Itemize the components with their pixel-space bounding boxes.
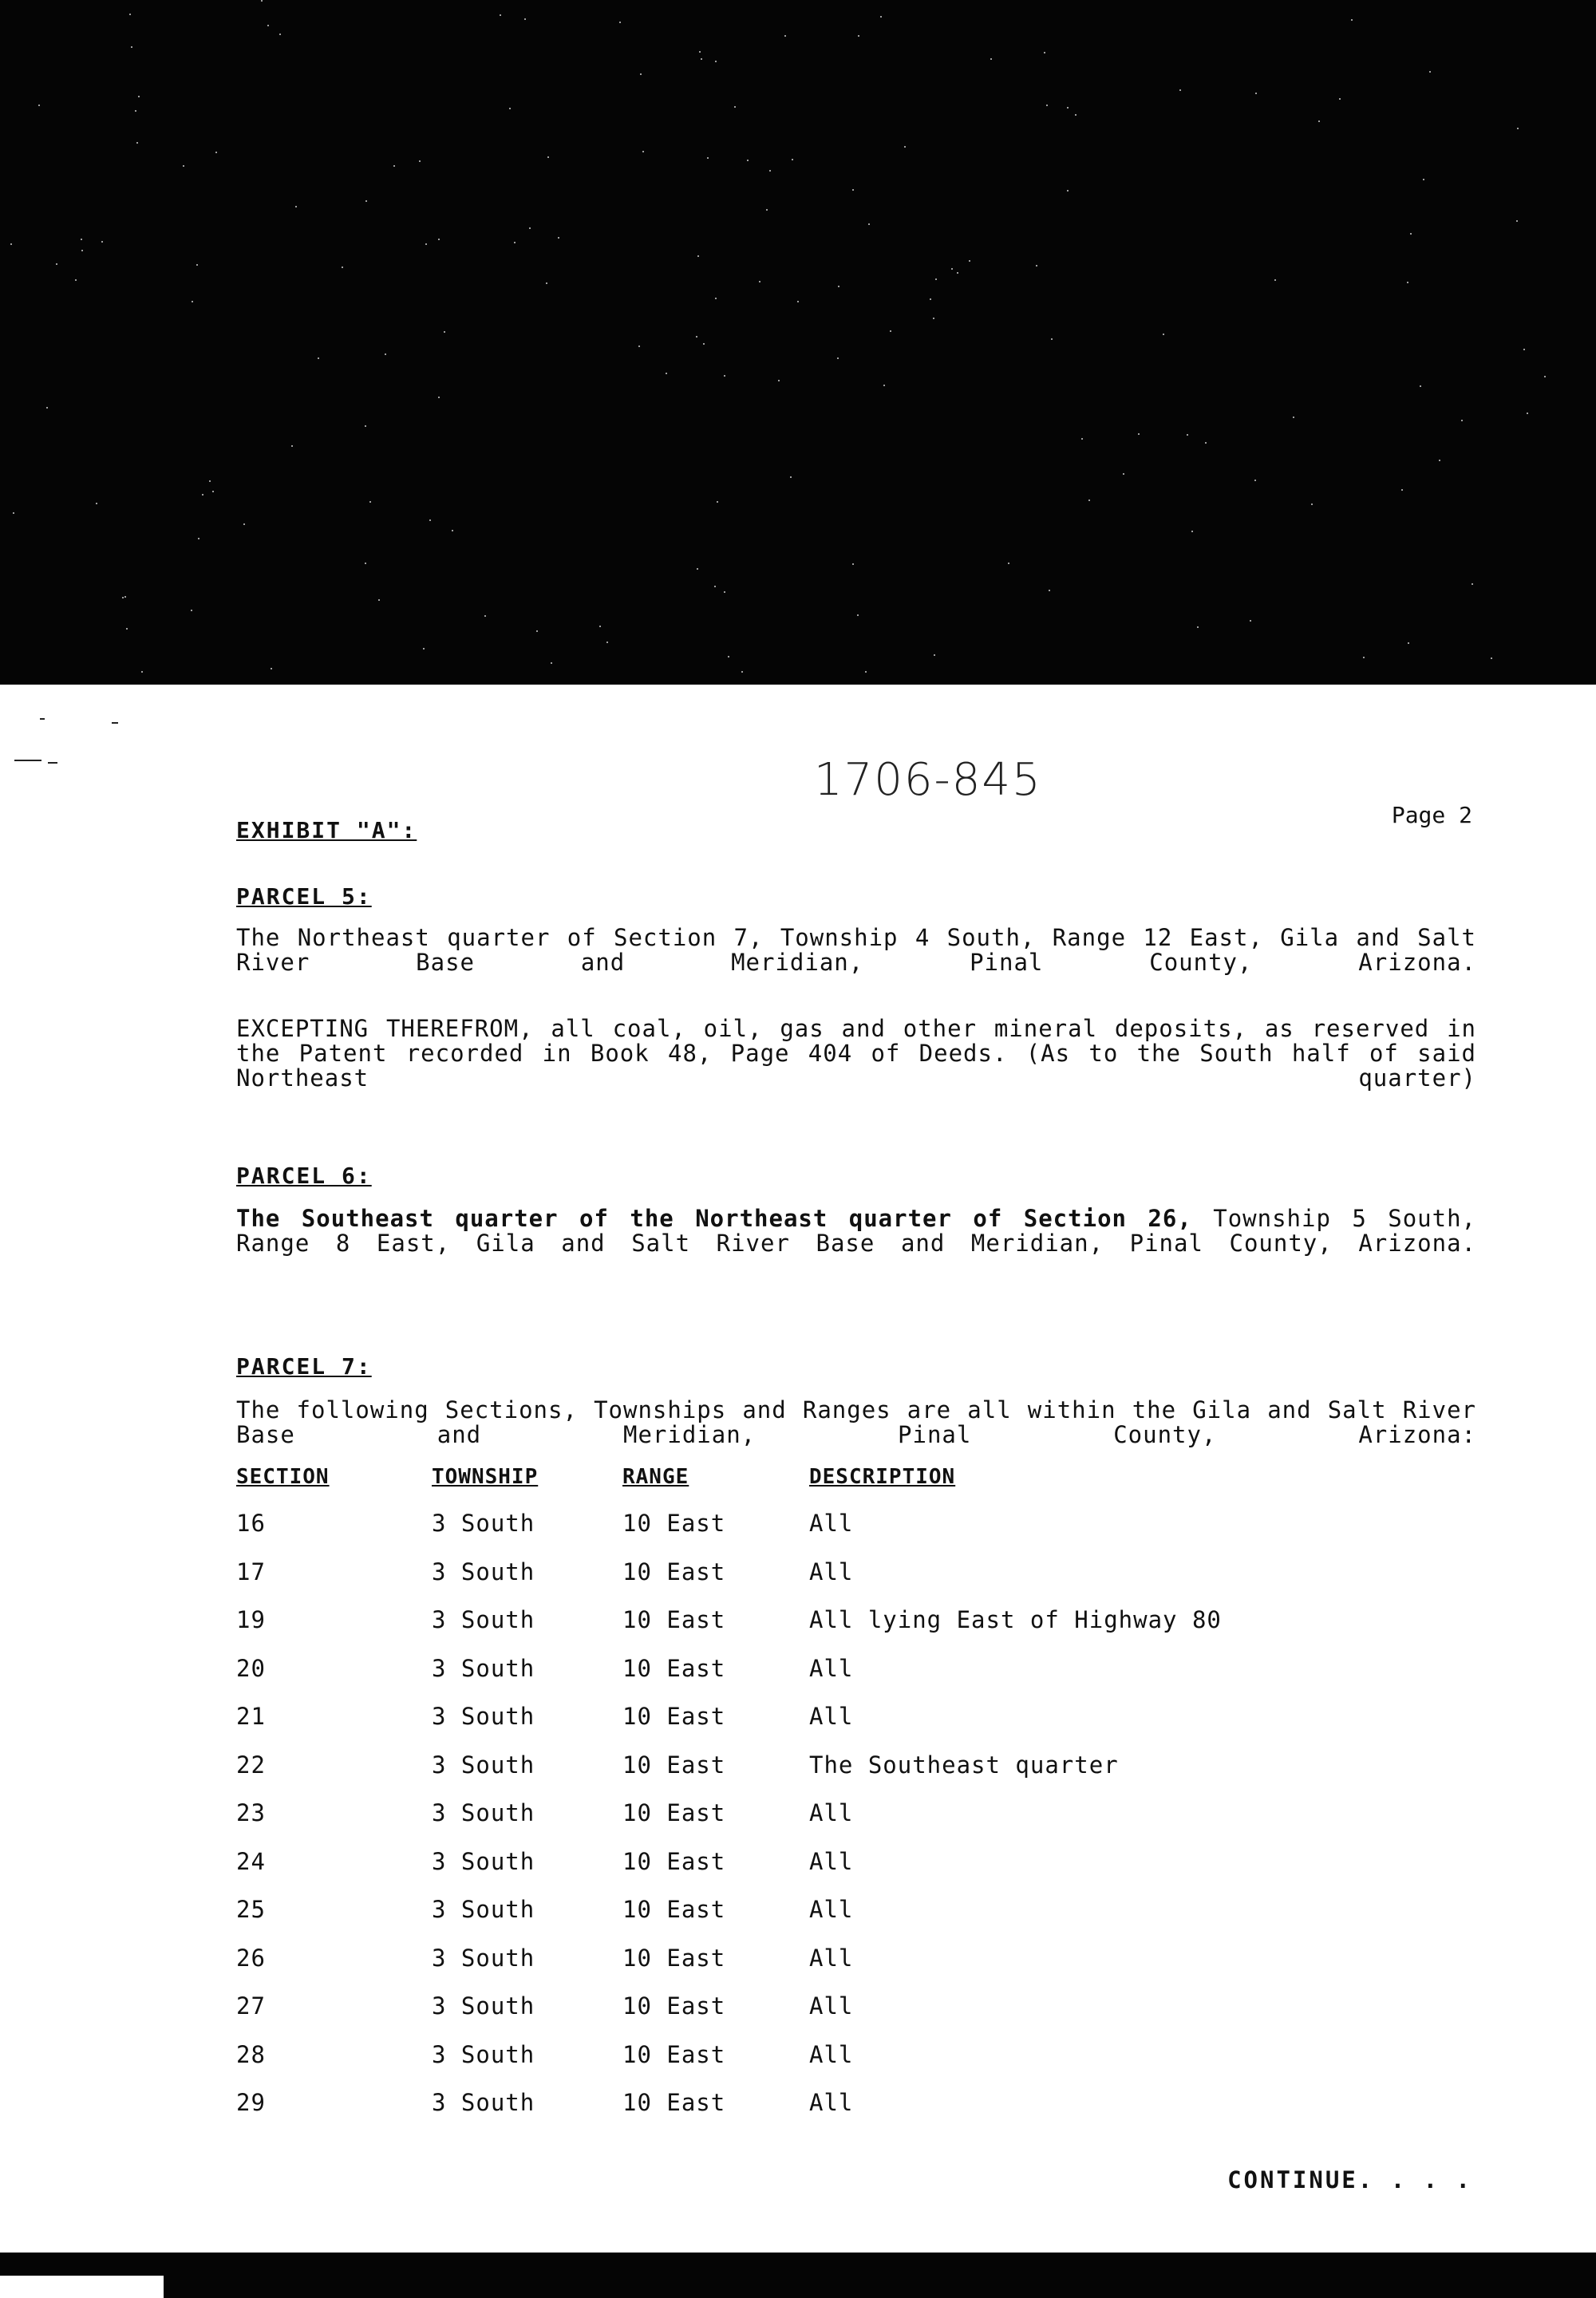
cell-range: 10 East <box>622 1896 726 1923</box>
scan-noise-speck <box>707 157 709 159</box>
scan-noise-speck <box>1036 265 1037 267</box>
scan-noise-speck <box>509 108 511 109</box>
table-row <box>236 1558 1433 1607</box>
scan-noise-speck <box>378 599 380 601</box>
scan-noise-speck <box>858 35 859 37</box>
scan-noise-speck <box>797 301 799 302</box>
scan-noise-speck <box>951 268 953 270</box>
cell-township: 3 South <box>432 1606 535 1633</box>
scan-noise-speck <box>640 73 642 75</box>
scan-noise-speck <box>279 34 281 35</box>
scan-noise-speck <box>747 160 749 161</box>
cell-range: 10 East <box>622 2089 726 2116</box>
scan-noise-speck <box>138 96 140 97</box>
scan-noise-speck <box>318 357 319 359</box>
table-row <box>236 1896 1433 1945</box>
scan-noise-speck <box>429 519 431 521</box>
scan-noise-speck <box>558 237 559 239</box>
cell-range: 10 East <box>622 1654 726 1682</box>
scan-noise-speck <box>1191 531 1193 532</box>
parcel-5-description: The Northeast quarter of Section 7, Township 4 South, Range 12 East, Gila and Salt River Base and Meridian, Pinal County, Arizona. <box>236 924 1476 976</box>
scan-noise-speck <box>1197 626 1199 628</box>
scan-noise-speck <box>38 105 40 106</box>
scan-noise-speck <box>838 286 839 287</box>
cell-township: 3 South <box>432 1799 535 1826</box>
scan-noise-speck <box>857 614 859 616</box>
scan-noise-speck <box>1420 385 1421 387</box>
scan-noise-speck <box>514 242 516 243</box>
scan-noise-speck <box>904 146 906 148</box>
scan-artifact <box>14 760 41 761</box>
scan-noise-speck <box>385 353 386 355</box>
scan-noise-speck <box>969 260 970 262</box>
parcel-7-intro: The following Sections, Townships and Ranges are all within the Gila and Salt River Base and Meridian, Pinal County, Arizona: <box>236 1396 1476 1448</box>
scan-dark-band-top <box>0 0 1596 685</box>
scan-noise-speck <box>1051 338 1053 340</box>
scan-noise-speck <box>741 671 743 673</box>
scan-noise-speck <box>13 512 14 514</box>
scan-noise-speck <box>734 106 736 108</box>
scan-noise-speck <box>1351 19 1353 21</box>
scan-noise-speck <box>769 170 771 172</box>
cell-description: All <box>809 1654 854 1682</box>
scan-noise-speck <box>717 501 718 503</box>
scan-noise-speck <box>933 318 934 319</box>
scan-noise-speck <box>1205 442 1207 444</box>
cell-range: 10 East <box>622 1606 726 1633</box>
scan-noise-speck <box>1423 179 1424 180</box>
scan-noise-speck <box>215 152 217 153</box>
scan-noise-speck <box>837 357 839 359</box>
cell-township: 3 South <box>432 1992 535 2020</box>
scan-noise-speck <box>1179 89 1181 91</box>
scan-noise-speck <box>536 630 538 632</box>
scan-noise-speck <box>129 14 131 15</box>
scan-noise-speck <box>778 380 780 381</box>
scan-noise-speck <box>342 267 343 268</box>
scan-noise-speck <box>599 626 601 627</box>
scan-noise-speck <box>724 375 725 377</box>
scan-noise-speck <box>10 243 12 245</box>
recording-page-number: 1706-845 <box>814 754 1042 806</box>
scan-noise-speck <box>865 671 867 673</box>
scan-noise-speck <box>96 503 97 504</box>
scan-noise-speck <box>136 142 138 144</box>
scan-noise-speck <box>124 596 126 598</box>
cell-section: 16 <box>236 1510 266 1537</box>
scan-noise-speck <box>642 151 644 152</box>
scan-noise-speck <box>1516 220 1518 222</box>
scan-noise-speck <box>192 301 193 302</box>
cell-description: All <box>809 2089 854 2116</box>
scan-noise-speck <box>784 35 786 37</box>
scan-noise-speck <box>81 250 83 251</box>
scan-noise-speck <box>141 671 143 673</box>
cell-description: All <box>809 1510 854 1537</box>
table-row <box>236 1655 1433 1704</box>
cell-range: 10 East <box>622 1510 726 1537</box>
scan-noise-speck <box>1461 420 1463 421</box>
page-label: Page 2 <box>1391 802 1472 828</box>
cell-description: All <box>809 1799 854 1826</box>
scan-noise-speck <box>438 239 440 240</box>
scan-noise-speck <box>606 642 608 643</box>
scan-noise-speck <box>638 345 640 347</box>
scan-noise-speck <box>1527 413 1528 414</box>
table-row <box>236 1751 1433 1800</box>
parcel-6-bold-text: The Southeast quarter of the Northeast quarter of Section 26, <box>236 1205 1192 1232</box>
scan-noise-speck <box>957 272 958 274</box>
scan-noise-speck <box>365 200 367 202</box>
scan-noise-speck <box>202 494 203 496</box>
continue-label: CONTINUE. . . . <box>1227 2166 1472 2193</box>
cell-description: All <box>809 2040 854 2068</box>
scan-dark-band-bottom <box>0 2253 1596 2298</box>
scan-noise-speck <box>1044 52 1045 53</box>
cell-township: 3 South <box>432 1751 535 1779</box>
scan-noise-speck <box>935 278 937 280</box>
scan-noise-speck <box>883 385 885 386</box>
cell-section: 23 <box>236 1799 266 1826</box>
scan-noise-speck <box>56 263 57 265</box>
scan-noise-speck <box>792 159 793 160</box>
scan-noise-speck <box>1067 107 1069 109</box>
scan-noise-speck <box>728 656 729 657</box>
cell-township: 3 South <box>432 1654 535 1682</box>
cell-range: 10 East <box>622 2040 726 2068</box>
cell-section: 27 <box>236 1992 266 2020</box>
scan-noise-speck <box>295 206 297 207</box>
table-row <box>236 1606 1433 1655</box>
scan-noise-speck <box>75 279 77 281</box>
cell-section: 25 <box>236 1896 266 1923</box>
scan-noise-speck <box>880 16 882 18</box>
cell-township: 3 South <box>432 1944 535 1972</box>
column-header-township: TOWNSHIP <box>432 1465 539 1489</box>
scan-noise-speck <box>699 51 701 53</box>
scan-noise-speck <box>1123 473 1124 475</box>
scan-noise-speck <box>666 373 667 374</box>
scan-noise-speck <box>393 165 395 167</box>
scan-noise-speck <box>484 615 486 617</box>
scan-noise-speck <box>529 227 531 229</box>
table-row <box>236 2089 1433 2138</box>
scan-noise-speck <box>790 476 792 478</box>
scan-noise-speck <box>261 0 263 2</box>
table-row <box>236 1703 1433 1751</box>
scan-noise-speck <box>990 58 992 60</box>
scan-noise-speck <box>1407 282 1408 283</box>
scan-noise-speck <box>1472 583 1473 585</box>
table-row <box>236 1510 1433 1558</box>
scan-noise-speck <box>243 523 245 525</box>
scan-artifact <box>48 762 57 764</box>
scan-noise-speck <box>724 591 725 593</box>
scan-artifact <box>40 718 45 720</box>
cell-description: All lying East of Highway 80 <box>809 1606 1222 1633</box>
scan-noise-speck <box>135 110 136 112</box>
scan-noise-speck <box>1254 480 1256 481</box>
column-header-range: RANGE <box>622 1465 689 1489</box>
cell-township: 3 South <box>432 1896 535 1923</box>
scan-artifact <box>112 722 118 724</box>
scan-noise-speck <box>1293 417 1294 418</box>
scan-noise-speck <box>365 425 366 427</box>
scan-noise-speck <box>1517 128 1519 129</box>
scan-noise-speck <box>701 58 702 60</box>
exhibit-title: EXHIBIT "A": <box>236 817 417 843</box>
cell-section: 19 <box>236 1606 266 1633</box>
parcel-5-exception: EXCEPTING THEREFROM, all coal, oil, gas and other mineral deposits, as reserved in the Patent recorded in Book 48, Page 404 of Deeds. (As to the South half of said Northeast quarter) <box>236 1015 1476 1092</box>
cell-range: 10 East <box>622 1751 726 1779</box>
cell-range: 10 East <box>622 1944 726 1972</box>
scan-noise-speck <box>198 538 200 539</box>
scan-noise-speck <box>209 480 211 482</box>
scan-noise-speck <box>131 46 132 48</box>
table-row <box>236 2041 1433 2090</box>
scan-noise-speck <box>419 160 421 162</box>
scan-noise-speck <box>81 239 82 240</box>
scan-noise-speck <box>1081 438 1083 440</box>
scan-noise-speck <box>1067 190 1069 192</box>
scan-noise-speck <box>547 156 549 158</box>
scan-noise-speck <box>271 668 272 669</box>
scan-noise-speck <box>1008 563 1009 564</box>
scan-noise-speck <box>714 586 716 587</box>
scan-noise-speck <box>697 255 699 257</box>
scan-noise-speck <box>619 22 621 23</box>
table-row <box>236 1945 1433 1993</box>
scan-noise-speck <box>267 25 269 26</box>
scan-noise-speck <box>369 501 371 503</box>
scan-noise-speck <box>696 336 697 338</box>
cell-township: 3 South <box>432 1558 535 1585</box>
scan-noise-speck <box>715 298 717 299</box>
scan-noise-speck <box>1075 114 1077 116</box>
scan-noise-speck <box>122 597 124 598</box>
cell-township: 3 South <box>432 2089 535 2116</box>
cell-range: 10 East <box>622 1703 726 1730</box>
scan-noise-speck <box>1274 279 1276 281</box>
scan-noise-speck <box>423 648 425 650</box>
scan-noise-speck <box>1363 657 1365 658</box>
cell-description: All <box>809 1896 854 1923</box>
cell-section: 17 <box>236 1558 266 1585</box>
cell-description: The Southeast quarter <box>809 1751 1119 1779</box>
scan-noise-speck <box>500 14 501 16</box>
scan-noise-speck <box>1523 349 1525 350</box>
scan-noise-speck <box>1311 503 1313 505</box>
cell-township: 3 South <box>432 2040 535 2068</box>
scan-noise-speck <box>1401 489 1403 491</box>
scan-noise-speck <box>1088 499 1090 501</box>
scan-noise-speck <box>1439 460 1440 461</box>
scan-noise-speck <box>524 18 526 20</box>
cell-description: All <box>809 1992 854 2020</box>
scan-noise-speck <box>852 189 854 191</box>
scan-noise-speck <box>365 563 366 564</box>
cell-township: 3 South <box>432 1703 535 1730</box>
table-row <box>236 1848 1433 1897</box>
scan-noise-speck <box>438 397 440 398</box>
scan-noise-speck <box>101 241 103 243</box>
scan-noise-speck <box>1250 620 1251 622</box>
cell-range: 10 East <box>622 1992 726 2020</box>
scan-noise-speck <box>1318 120 1320 122</box>
scan-noise-speck <box>1491 657 1492 659</box>
cell-township: 3 South <box>432 1510 535 1537</box>
parcel-6-heading: PARCEL 6: <box>236 1163 372 1189</box>
parcel-5-heading: PARCEL 5: <box>236 883 372 910</box>
scan-noise-speck <box>1410 233 1412 235</box>
scan-noise-speck <box>1049 590 1050 591</box>
table-body <box>236 1510 1433 2138</box>
table-header-row <box>236 1465 1433 1510</box>
cell-section: 20 <box>236 1654 266 1682</box>
cell-range: 10 East <box>622 1799 726 1826</box>
column-header-section: SECTION <box>236 1465 330 1489</box>
scan-noise-speck <box>890 330 891 332</box>
scan-noise-speck <box>444 331 445 333</box>
scan-noise-speck <box>1255 93 1257 94</box>
cell-range: 10 East <box>622 1558 726 1585</box>
parcel-6-description <box>236 1206 1476 1256</box>
cell-section: 22 <box>236 1751 266 1779</box>
scan-noise-speck <box>46 407 48 409</box>
cell-description: All <box>809 1558 854 1585</box>
parcel-7-table <box>236 1465 1433 2138</box>
scan-noise-speck <box>1429 71 1431 73</box>
cell-description: All <box>809 1703 854 1730</box>
scan-edge-scrap <box>0 2276 164 2298</box>
table-row <box>236 1799 1433 1848</box>
cell-section: 21 <box>236 1703 266 1730</box>
column-header-description: DESCRIPTION <box>809 1465 956 1489</box>
scan-noise-speck <box>191 610 192 611</box>
scan-noise-speck <box>1163 334 1164 335</box>
cell-section: 29 <box>236 2089 266 2116</box>
scan-noise-speck <box>452 530 453 531</box>
scan-noise-speck <box>759 281 760 282</box>
scan-noise-speck <box>1046 105 1048 106</box>
scan-noise-speck <box>551 662 552 664</box>
scan-noise-speck <box>212 491 214 492</box>
scan-noise-speck <box>703 343 705 345</box>
parcel-6-rest-text: Township 5 South, Range 8 East, Gila and Salt River Base and Meridian, Pinal County, Arizona. <box>236 1205 1476 1257</box>
cell-range: 10 East <box>622 1847 726 1875</box>
scan-noise-speck <box>766 209 768 211</box>
scan-noise-speck <box>934 654 935 656</box>
scan-noise-speck <box>1138 433 1140 435</box>
cell-section: 28 <box>236 2040 266 2068</box>
cell-section: 26 <box>236 1944 266 1972</box>
scan-noise-speck <box>126 628 128 630</box>
scan-noise-speck <box>291 445 293 447</box>
scan-noise-speck <box>1339 98 1341 100</box>
parcel-7-heading: PARCEL 7: <box>236 1353 372 1380</box>
cell-township: 3 South <box>432 1847 535 1875</box>
scan-noise-speck <box>1544 376 1546 377</box>
cell-description: All <box>809 1944 854 1972</box>
cell-section: 24 <box>236 1847 266 1875</box>
scan-noise-speck <box>715 61 717 62</box>
scan-noise-speck <box>1187 434 1188 436</box>
scan-noise-speck <box>697 568 698 570</box>
scan-noise-speck <box>852 563 854 565</box>
cell-description: All <box>809 1847 854 1875</box>
scan-noise-speck <box>546 282 547 284</box>
scan-noise-speck <box>183 165 184 167</box>
scan-noise-speck <box>868 223 870 225</box>
scan-noise-speck <box>1408 642 1409 644</box>
scan-noise-speck <box>930 298 931 300</box>
scan-noise-speck <box>196 264 198 266</box>
table-row <box>236 1992 1433 2041</box>
scan-noise-speck <box>425 243 427 245</box>
